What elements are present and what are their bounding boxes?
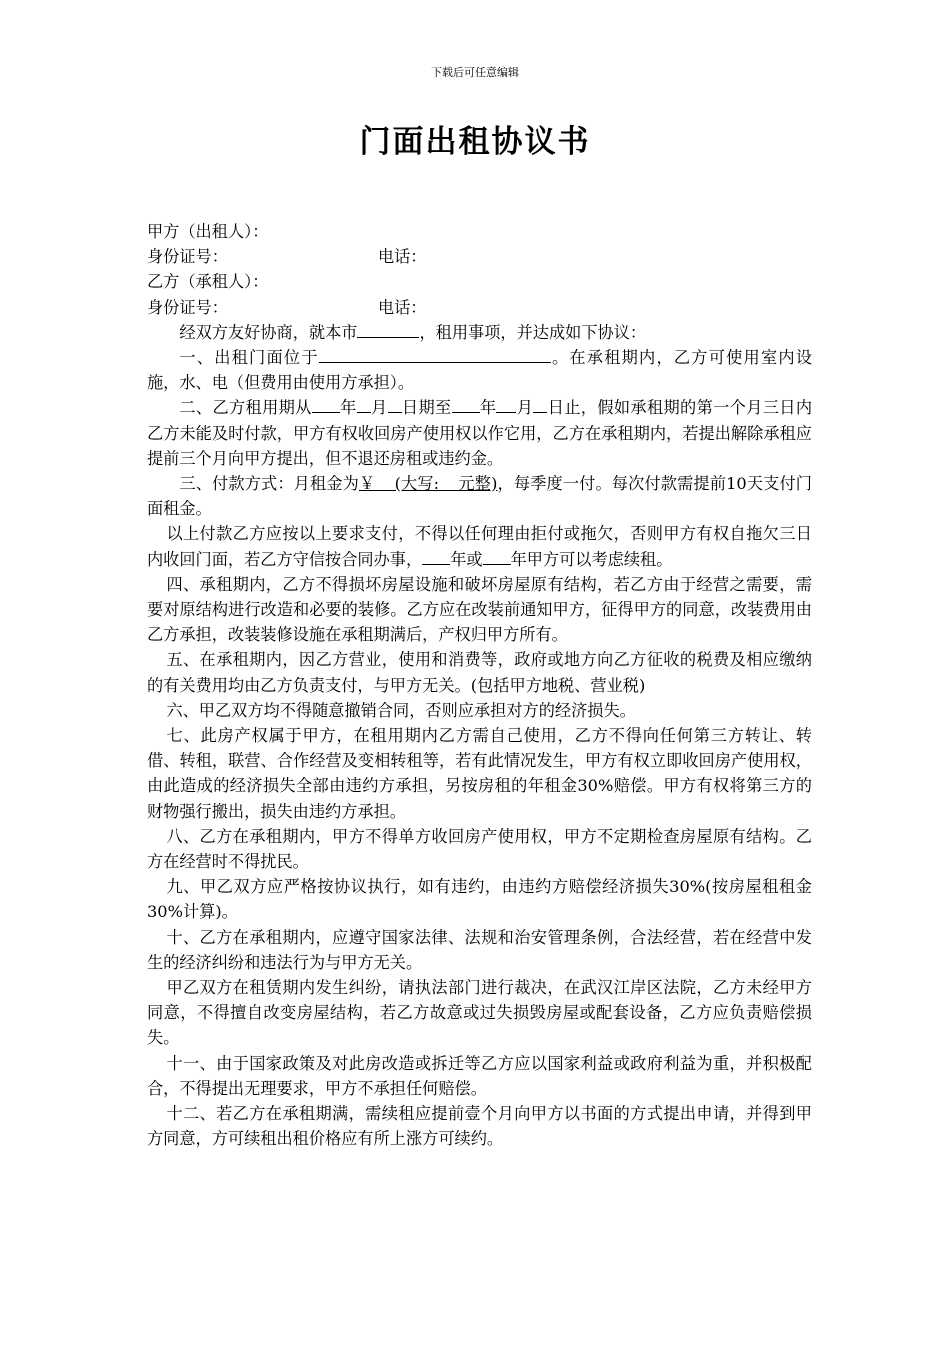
page-header-note: 下载后可任意编辑 [431,66,519,79]
clause-9: 九、甲乙双方应严格按协议执行，如有违约，由违约方赔偿经济损失30%(按房屋租租金30%计算)。 [147,877,812,922]
party-b-line: 乙方（承租人）： [147,272,269,292]
years-blank [483,547,511,565]
payment-text-end: 年甲方可以考虑续租。 [510,549,673,569]
year-blank [312,395,340,413]
day-blank [388,395,402,413]
document-body [147,219,812,1151]
party-a-line: 甲方（出租人）： [147,222,269,241]
clause-1-text: 一、出租门面位于 [179,347,319,367]
years-blank [422,547,450,565]
clause-3-text: 三、付款方式：月租金为 [179,473,359,493]
clause-7: 七、此房产权属于甲方，在租用期内乙方需自己使用，乙方不得向任何第三方转让、转借、转租，联营、合作经营及变相转租等，若有此情况发生，甲方有权立即收回房产使用权，由此造成的经济损失全部由违约方承担，另按房租的年租金30%赔偿。甲方有权将第三方的财物强行搬出，损失由违约方承担。 [147,726,812,821]
clause-12: 十二、若乙方在承租期满，需续租应提前壹个月向甲方以书面的方式提出申请，并得到甲方同意，方可续租出租价格应有所上涨方可续约。 [147,1104,812,1149]
month-label: 月 [370,398,388,418]
location-blank [319,345,551,363]
clause-2-text-end: 日止，假如承租期的第一个月三日内乙方未能及时付款，甲方有权收回房产使用权以作它用，乙方在承租期内，若提出解除承租应提前三个月向甲方提出，但不退还房租或违约金。 [147,398,813,468]
telephone-label: 电话： [377,297,427,317]
clause-4: 四、承租期内，乙方不得损坏房屋设施和破坏房屋原有结构，若乙方由于经营之需要，需要对原结构进行改造和必要的装修。乙方应在改装前通知甲方，征得甲方的同意，改装费用由乙方承担，改装装修设施在承租期满后，产权归甲方所有。 [147,574,812,645]
year-label: 年 [339,398,357,418]
month-blank [496,395,516,413]
clause-8: 八、乙方在承租期内，甲方不得单方收回房产使用权，甲方不定期检查房屋原有结构。乙方在经营时不得扰民。 [147,826,812,872]
clause-11: 十一、由于国家政策及对此房改造或拆迁等乙方应以国家利益或政府利益为重，并积极配合，不得提出无理要求，甲方不承担任何赔偿。 [147,1053,812,1098]
id-number-label: 身份证号： [147,247,228,267]
dispute-paragraph: 甲乙双方在租赁期内发生纠纷，请执法部门进行裁决，在武汉江岸区法院，乙方未经甲方同意，不得擅自改变房屋结构，若乙方故意或过失损毁房屋或配套设备，乙方应负责赔偿损失。 [147,978,812,1048]
city-blank [357,320,419,338]
id-number-label: 身份证号： [147,297,228,317]
clause-1 [147,345,812,395]
month-label: 月 [516,398,534,418]
clause-10: 十、乙方在承租期内，应遵守国家法律、法规和治安管理条例，合法经营，若在经营中发生的经济纠纷和违法行为与甲方无关。 [147,927,812,972]
party-a-id-line [147,244,812,269]
telephone-label: 电话： [377,247,427,267]
payment-paragraph [147,521,812,571]
year-label: 年 [479,398,497,418]
clause-3 [147,471,812,521]
intro-text: 经双方友好协商，就本市 [179,322,358,342]
clause-3-text-end: ，每季度一付。每次付款需提前10天支付门面租金。 [147,473,812,519]
intro-text-end: ，租用事项，并达成如下协议： [419,322,647,342]
year-blank [452,395,480,413]
page-title: 门面出租协议书 [359,124,591,160]
day-blank [533,395,547,413]
party-b-id-line [147,295,812,320]
clause-5: 五、在承租期内，因乙方营业，使用和消费等，政府或地方向乙方征收的税费及相应缴纳的有关费用均由乙方负责支付，与甲方无关。(包括甲方地税、营业税) [147,650,812,695]
payment-text-mid: 年或 [450,549,483,569]
month-blank [357,395,371,413]
clause-2-text: 二、乙方租用期从 [179,398,312,418]
payment-text: 以上付款乙方应按以上要求支付，不得以任何理由拒付或拖欠，否则甲方有权自拖欠三日内收回门面，若乙方守信按合同办事， [147,524,812,569]
rent-amount-field: ￥ (大写: 元整) [358,473,498,493]
clause-1-text-end: 。在承租期内，乙方可使用室内设施，水、电（但费用由使用方承担）。 [147,347,813,393]
intro-paragraph [147,320,812,345]
day-label: 日期至 [401,398,452,418]
clause-6: 六、甲乙双方均不得随意撤销合同，否则应承担对方的经济损失。 [166,700,636,720]
clause-2 [147,395,812,471]
